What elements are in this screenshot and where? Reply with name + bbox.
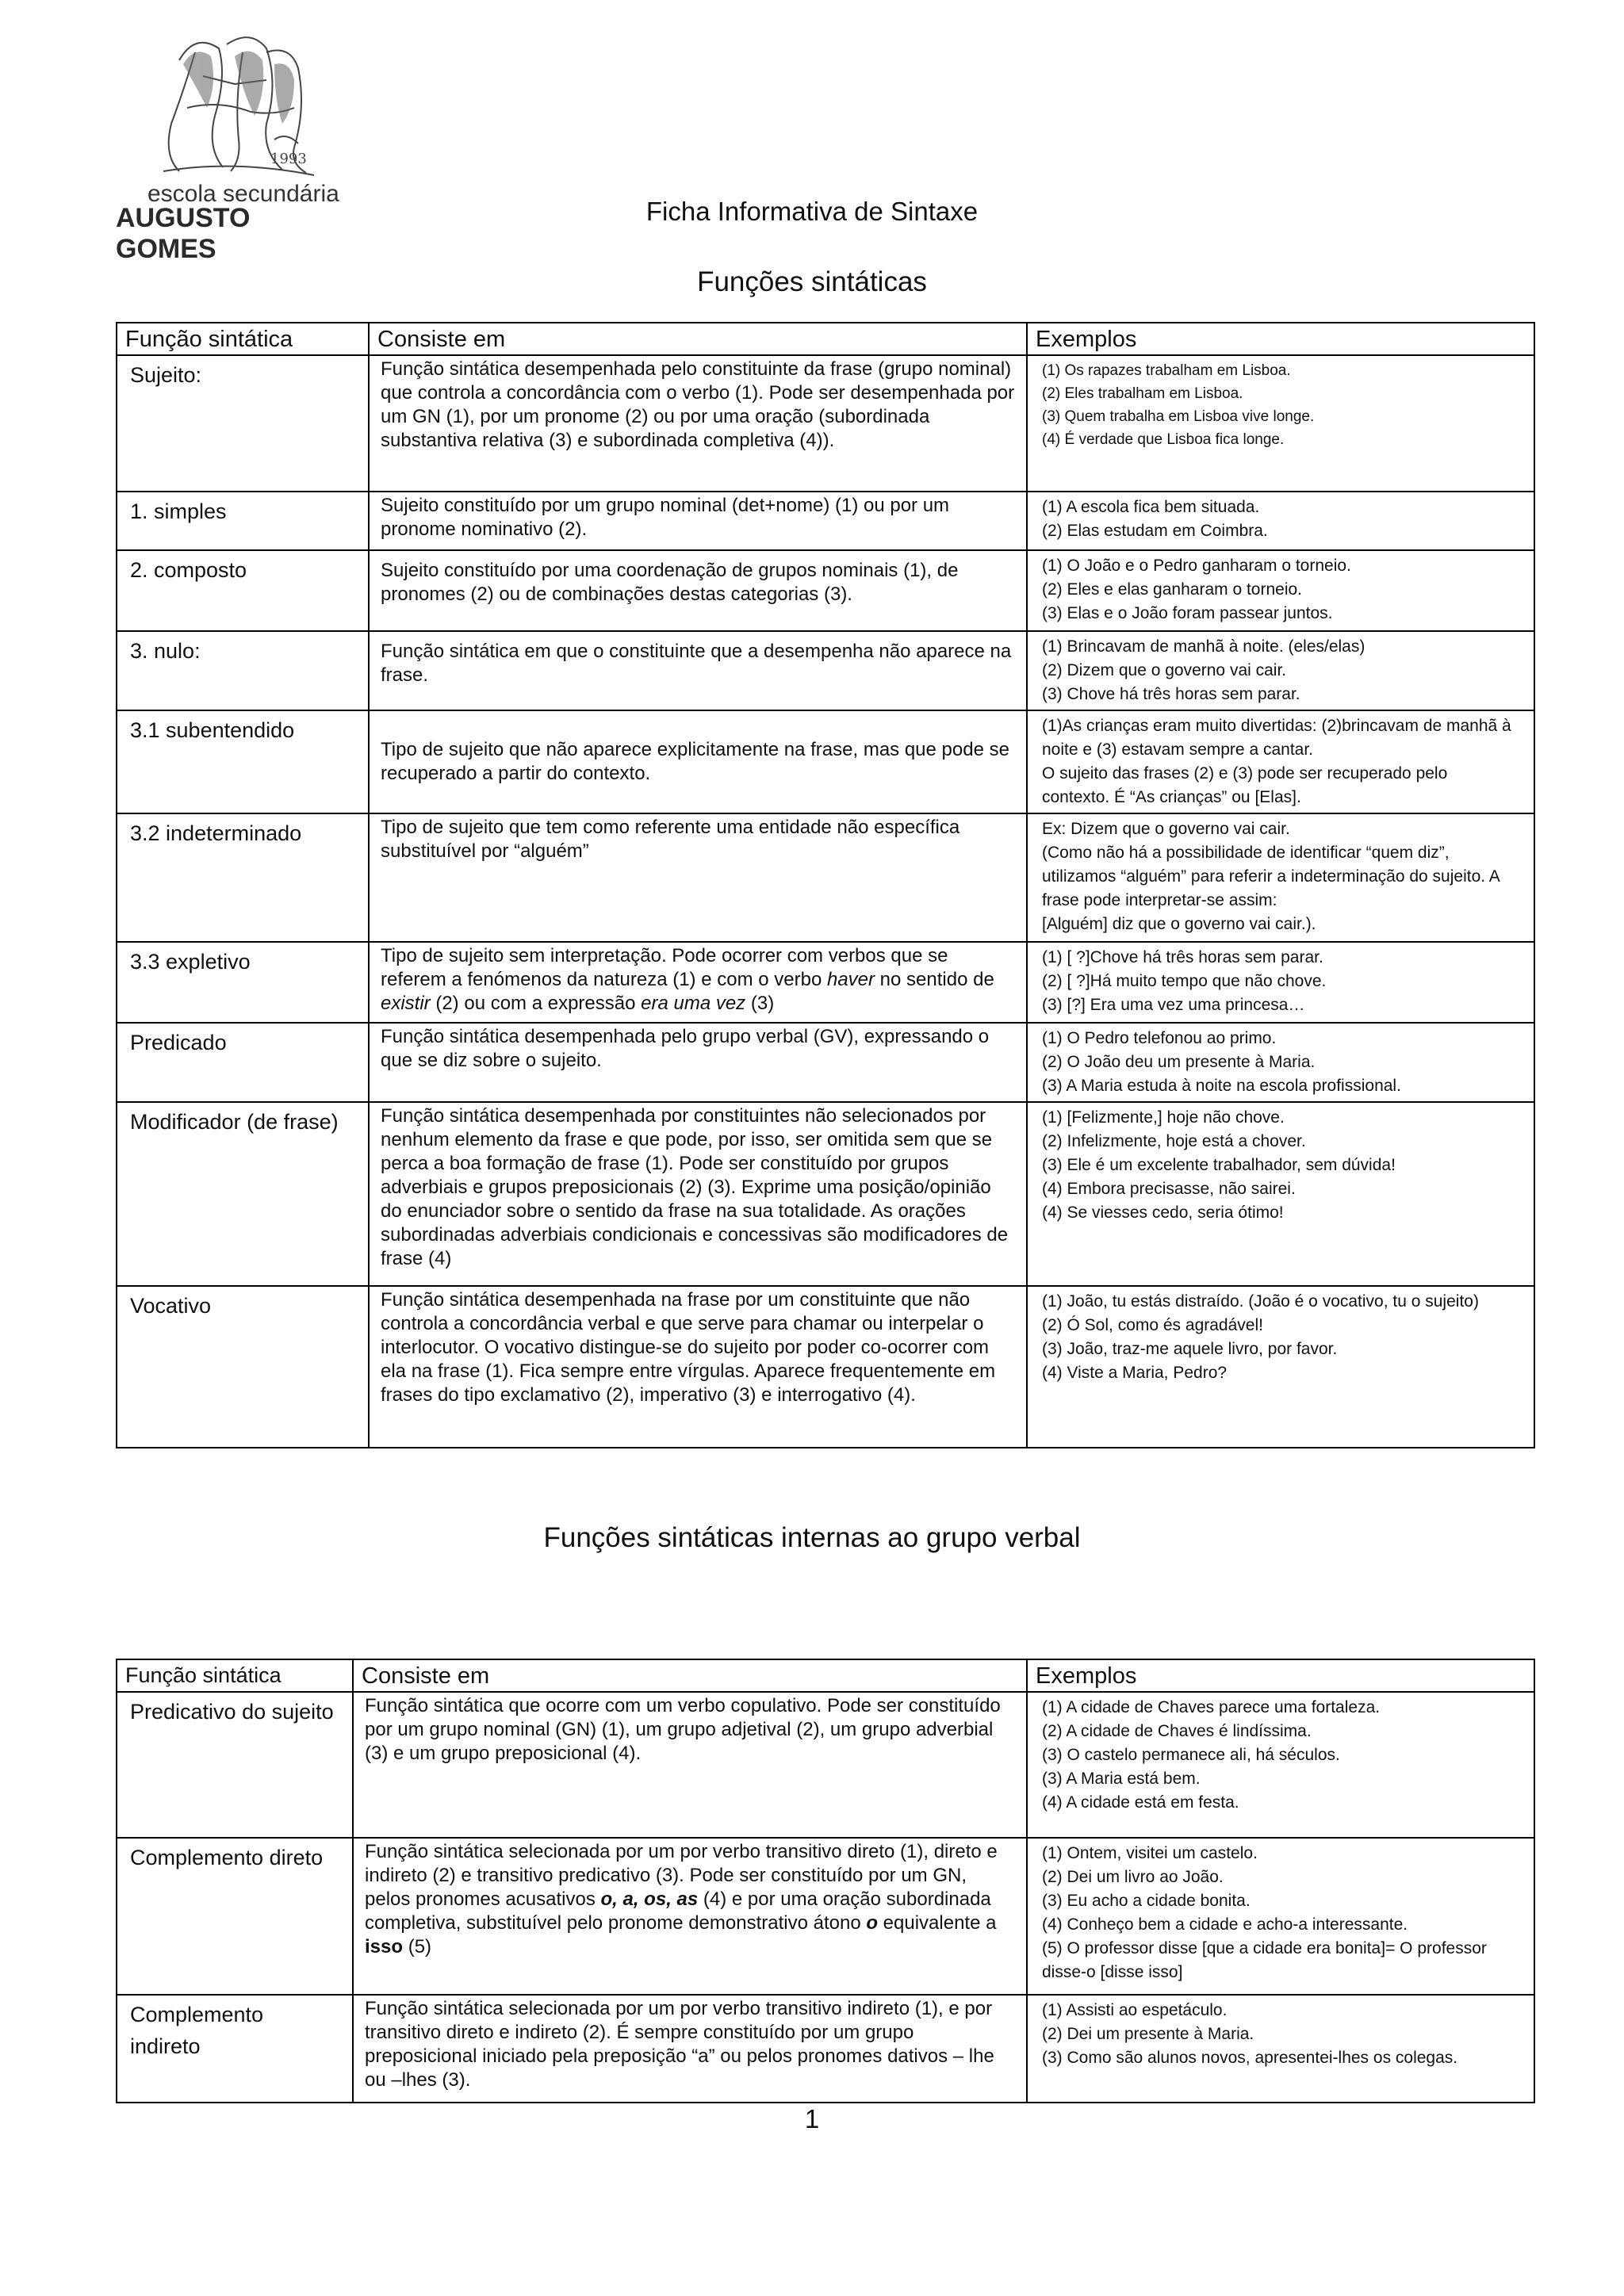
table-row: [117, 1692, 1534, 1838]
column-header: Função sintática: [117, 1659, 353, 1692]
example-line: (3) [?] Era uma vez uma princesa…: [1042, 996, 1305, 1014]
column-header: Consiste em: [369, 323, 1027, 355]
example-line: (2) Infelizmente, hoje está a chover.: [1042, 1132, 1306, 1150]
example-line: (2) Eles e elas ganharam o torneio.: [1042, 580, 1303, 599]
table-row: [117, 813, 1534, 942]
table-row: [117, 355, 1534, 492]
document-title: Ficha Informativa de Sintaxe: [645, 197, 979, 226]
description-text: no sentido de: [875, 969, 994, 990]
examples-cell: [1027, 710, 1534, 813]
function-name: 2. composto: [117, 550, 369, 631]
function-description: Função sintática desempenhada por constituintes não selecionados por nenhum elemento da frase e que pode, por isso, ser omitida sem que se perca a boa formação de frase (1). Pode ser constituído por grupos adverbiais e grupos preposicionais (2) (3). Exprime uma posição/opinião do enunciador sobre o sentido da frase na sua totalidade. As orações subordinadas adverbiais condicionais e concessivas são modificadores de frase (4): [369, 1102, 1027, 1286]
function-name: Sujeito:: [117, 355, 369, 492]
examples-cell: [1027, 492, 1534, 550]
example-line: (2) Dizem que o governo vai cair.: [1042, 661, 1287, 679]
table-row: [117, 1023, 1534, 1102]
example-line: (1) Assisti ao espetáculo.: [1042, 2001, 1228, 2019]
verbal-group-functions-table: [116, 1659, 1535, 2103]
example-line: (1)As crianças eram muito divertidas: (2)brincavam de manhã à noite e (3) estavam sempre a cantar.: [1042, 717, 1511, 759]
examples-cell: [1027, 1286, 1534, 1448]
example-line: (1) O Pedro telefonou ao primo.: [1042, 1029, 1277, 1047]
example-line: (3) Como são alunos novos, apresentei-lhes os colegas.: [1042, 2049, 1458, 2067]
example-line: (2) Ó Sol, como és agradável!: [1042, 1316, 1263, 1334]
description-text: (3): [745, 993, 775, 1014]
example-line: (4) Se viesses cedo, seria ótimo!: [1042, 1203, 1284, 1222]
function-name: 3.3 expletivo: [117, 942, 369, 1023]
description-text: Função sintática selecionada por um por verbo transitivo direto (1), direto e indireto (2) e transitivo predicativo (3). Pode ser constituído por um GN, pelos pronomes acusativos: [365, 1841, 998, 1910]
column-header: Função sintática: [117, 323, 369, 355]
table-row: [117, 631, 1534, 710]
function-description: Tipo de sujeito que não aparece explicitamente na frase, mas que pode se recuperado a partir do contexto.: [369, 710, 1027, 813]
description-emphasis: existir: [381, 993, 431, 1014]
description-text: Tipo de sujeito sem interpretação. Pode ocorrer com verbos que se referem a fenómenos da natureza (1) e com o verbo: [381, 945, 948, 990]
example-line: (1) Brincavam de manhã à noite. (eles/elas): [1042, 637, 1365, 656]
example-line: (2) Dei um presente à Maria.: [1042, 2025, 1254, 2043]
example-line: (1) [Felizmente,] hoje não chove.: [1042, 1108, 1285, 1127]
example-line: (4) É verdade que Lisboa fica longe.: [1042, 431, 1285, 448]
example-line: [Alguém] diz que o governo vai cair.).: [1042, 915, 1316, 933]
description-emphasis: era uma vez: [641, 993, 746, 1014]
function-description: [369, 942, 1027, 1023]
example-line: (3) A Maria está bem.: [1042, 1770, 1201, 1788]
function-description: Função sintática selecionada por um por verbo transitivo indireto (1), e por transitivo direto e indireto (2). É sempre constituído por um grupo preposicional iniciado pela preposição “a” ou pelos pronomes dativos – lhe ou –lhes (3).: [353, 1995, 1027, 2103]
example-line: (3) Elas e o João foram passear juntos.: [1042, 604, 1333, 622]
examples-cell: [1027, 1023, 1534, 1102]
function-name: Complemento indireto: [117, 1995, 353, 2103]
examples-cell: [1027, 942, 1534, 1023]
function-name: 3.2 indeterminado: [117, 813, 369, 942]
function-description: Tipo de sujeito que tem como referente uma entidade não específica substituível por “alguém”: [369, 813, 1027, 942]
examples-cell: [1027, 813, 1534, 942]
school-logo-illustration: [147, 29, 322, 179]
table-row: [117, 1102, 1534, 1286]
column-header: Exemplos: [1027, 323, 1534, 355]
example-line: (1) Os rapazes trabalham em Lisboa.: [1042, 362, 1291, 379]
table-header-row: [117, 323, 1534, 355]
function-name: 3. nulo:: [117, 631, 369, 710]
example-line: (Como não há a possibilidade de identificar “quem diz”, utilizamos “alguém” para referir a indeterminação do sujeito. A frase pode interpretar-se assim:: [1042, 844, 1500, 909]
example-line: (4) Conheço bem a cidade e acho-a interessante.: [1042, 1915, 1408, 1934]
function-description: Função sintática desempenhada pelo grupo verbal (GV), expressando o que se diz sobre o sujeito.: [369, 1023, 1027, 1102]
function-description: Função sintática desempenhada na frase por um constituinte que não controla a concordância verbal e que serve para chamar ou interpelar o interlocutor. O vocativo distingue-se do sujeito por poder co-ocorrer com ela na frase (1). Fica sempre entre vírgulas. Aparece frequentemente em frases do tipo exclamativo (2), imperativo (3) e interrogativo (4).: [369, 1286, 1027, 1448]
example-line: (3) Quem trabalha em Lisboa vive longe.: [1042, 408, 1315, 425]
function-name: Vocativo: [117, 1286, 369, 1448]
example-line: (2) O João deu um presente à Maria.: [1042, 1053, 1316, 1071]
example-line: (1) Ontem, visitei um castelo.: [1042, 1844, 1258, 1862]
example-line: (2) A cidade de Chaves é lindíssima.: [1042, 1722, 1312, 1740]
example-line: Ex: Dizem que o governo vai cair.: [1042, 820, 1290, 838]
function-name: 3.1 subentendido: [117, 710, 369, 813]
function-description: Função sintática desempenhada pelo constituinte da frase (grupo nominal) que controla a concordância com o verbo (1). Pode ser desempenhada por um GN (1), por um pronome (2) ou por uma oração (subordinada substantiva relativa (3) e subordinada completiva (4)).: [369, 355, 1027, 492]
description-text: (4) e por uma oração subordinada completiva, substituível pelo pronome demonstrativo átono: [365, 1888, 991, 1934]
page-number: 1: [804, 2104, 820, 2133]
svg-text:1993: 1993: [270, 151, 307, 167]
example-line: (1) A escola fica bem situada.: [1042, 498, 1260, 516]
function-description: Sujeito constituído por um grupo nominal (det+nome) (1) ou por um pronome nominativo (2).: [369, 492, 1027, 550]
examples-cell: [1027, 1995, 1534, 2103]
example-line: (3) Ele é um excelente trabalhador, sem dúvida!: [1042, 1156, 1396, 1174]
table-row: [117, 550, 1534, 631]
example-line: (3) João, traz-me aquele livro, por favor.: [1042, 1340, 1338, 1358]
column-header: Exemplos: [1027, 1659, 1534, 1692]
function-name: Predicado: [117, 1023, 369, 1102]
school-name-label: AUGUSTO GOMES: [116, 203, 251, 264]
table-row: [117, 492, 1534, 550]
examples-cell: [1027, 550, 1534, 631]
description-text: equivalente a: [878, 1912, 997, 1934]
table-row: [117, 710, 1534, 813]
column-header: Consiste em: [353, 1659, 1027, 1692]
example-line: (3) A Maria estuda à noite na escola profissional.: [1042, 1077, 1401, 1095]
function-description: Função sintática em que o constituinte que a desempenha não aparece na frase.: [369, 631, 1027, 710]
example-line: (3) O castelo permanece ali, há séculos.: [1042, 1746, 1340, 1764]
syntactic-functions-table: [116, 322, 1535, 1448]
function-name: 1. simples: [117, 492, 369, 550]
example-line: (2) [ ?]Há muito tempo que não chove.: [1042, 972, 1327, 990]
example-line: (4) Viste a Maria, Pedro?: [1042, 1364, 1228, 1382]
examples-cell: [1027, 1838, 1534, 1995]
description-emphasis: o: [866, 1912, 879, 1934]
section-title: Funções sintáticas internas ao grupo verbal: [543, 1522, 1081, 1553]
description-emphasis: haver: [826, 969, 875, 990]
table-row: [117, 1286, 1534, 1448]
function-name: Complemento direto: [117, 1838, 353, 1995]
document-subtitle: Funções sintáticas: [697, 266, 927, 297]
function-description: [353, 1838, 1027, 1995]
function-name: Predicativo do sujeito: [117, 1692, 353, 1838]
examples-cell: [1027, 1102, 1534, 1286]
example-line: (4) A cidade está em festa.: [1042, 1793, 1239, 1812]
example-line: (2) Dei um livro ao João.: [1042, 1868, 1224, 1886]
description-text: (2) ou com a expressão: [430, 993, 642, 1014]
table-row: [117, 1838, 1534, 1995]
table-row: [117, 1995, 1534, 2103]
example-line: (1) A cidade de Chaves parece uma fortaleza.: [1042, 1698, 1381, 1716]
examples-cell: [1027, 355, 1534, 492]
function-description: Função sintática que ocorre com um verbo copulativo. Pode ser constituído por um grupo nominal (GN) (1), um grupo adjetival (2), um grupo adverbial (3) e um grupo preposicional (4).: [353, 1692, 1027, 1838]
example-line: (3) Eu acho a cidade bonita.: [1042, 1892, 1251, 1910]
examples-cell: [1027, 631, 1534, 710]
example-line: (5) O professor disse [que a cidade era bonita]= O professor disse-o [disse isso]: [1042, 1939, 1487, 1981]
examples-cell: [1027, 1692, 1534, 1838]
table-header-row: [117, 1659, 1534, 1692]
example-line: (2) Eles trabalham em Lisboa.: [1042, 385, 1243, 402]
example-line: (1) O João e o Pedro ganharam o torneio.: [1042, 557, 1351, 575]
example-line: (2) Elas estudam em Coimbra.: [1042, 522, 1268, 540]
school-type-label: escola secundária: [147, 181, 339, 207]
example-line: (4) Embora precisasse, não sairei.: [1042, 1180, 1296, 1198]
example-line: O sujeito das frases (2) e (3) pode ser recuperado pelo contexto. É “As crianças” ou [Elas].: [1042, 764, 1448, 806]
description-emphasis: o, a, os, as: [600, 1888, 699, 1910]
function-description: Sujeito constituído por uma coordenação de grupos nominais (1), de pronomes (2) ou de combinações destas categorias (3).: [369, 550, 1027, 631]
function-name: Modificador (de frase): [117, 1102, 369, 1286]
description-text: (5): [403, 1936, 432, 1957]
example-line: (1) João, tu estás distraído. (João é o vocativo, tu o sujeito): [1042, 1292, 1479, 1311]
description-emphasis: isso: [365, 1936, 404, 1957]
example-line: (1) [ ?]Chove há três horas sem parar.: [1042, 948, 1323, 966]
table-row: [117, 942, 1534, 1023]
example-line: (3) Chove há três horas sem parar.: [1042, 685, 1300, 703]
